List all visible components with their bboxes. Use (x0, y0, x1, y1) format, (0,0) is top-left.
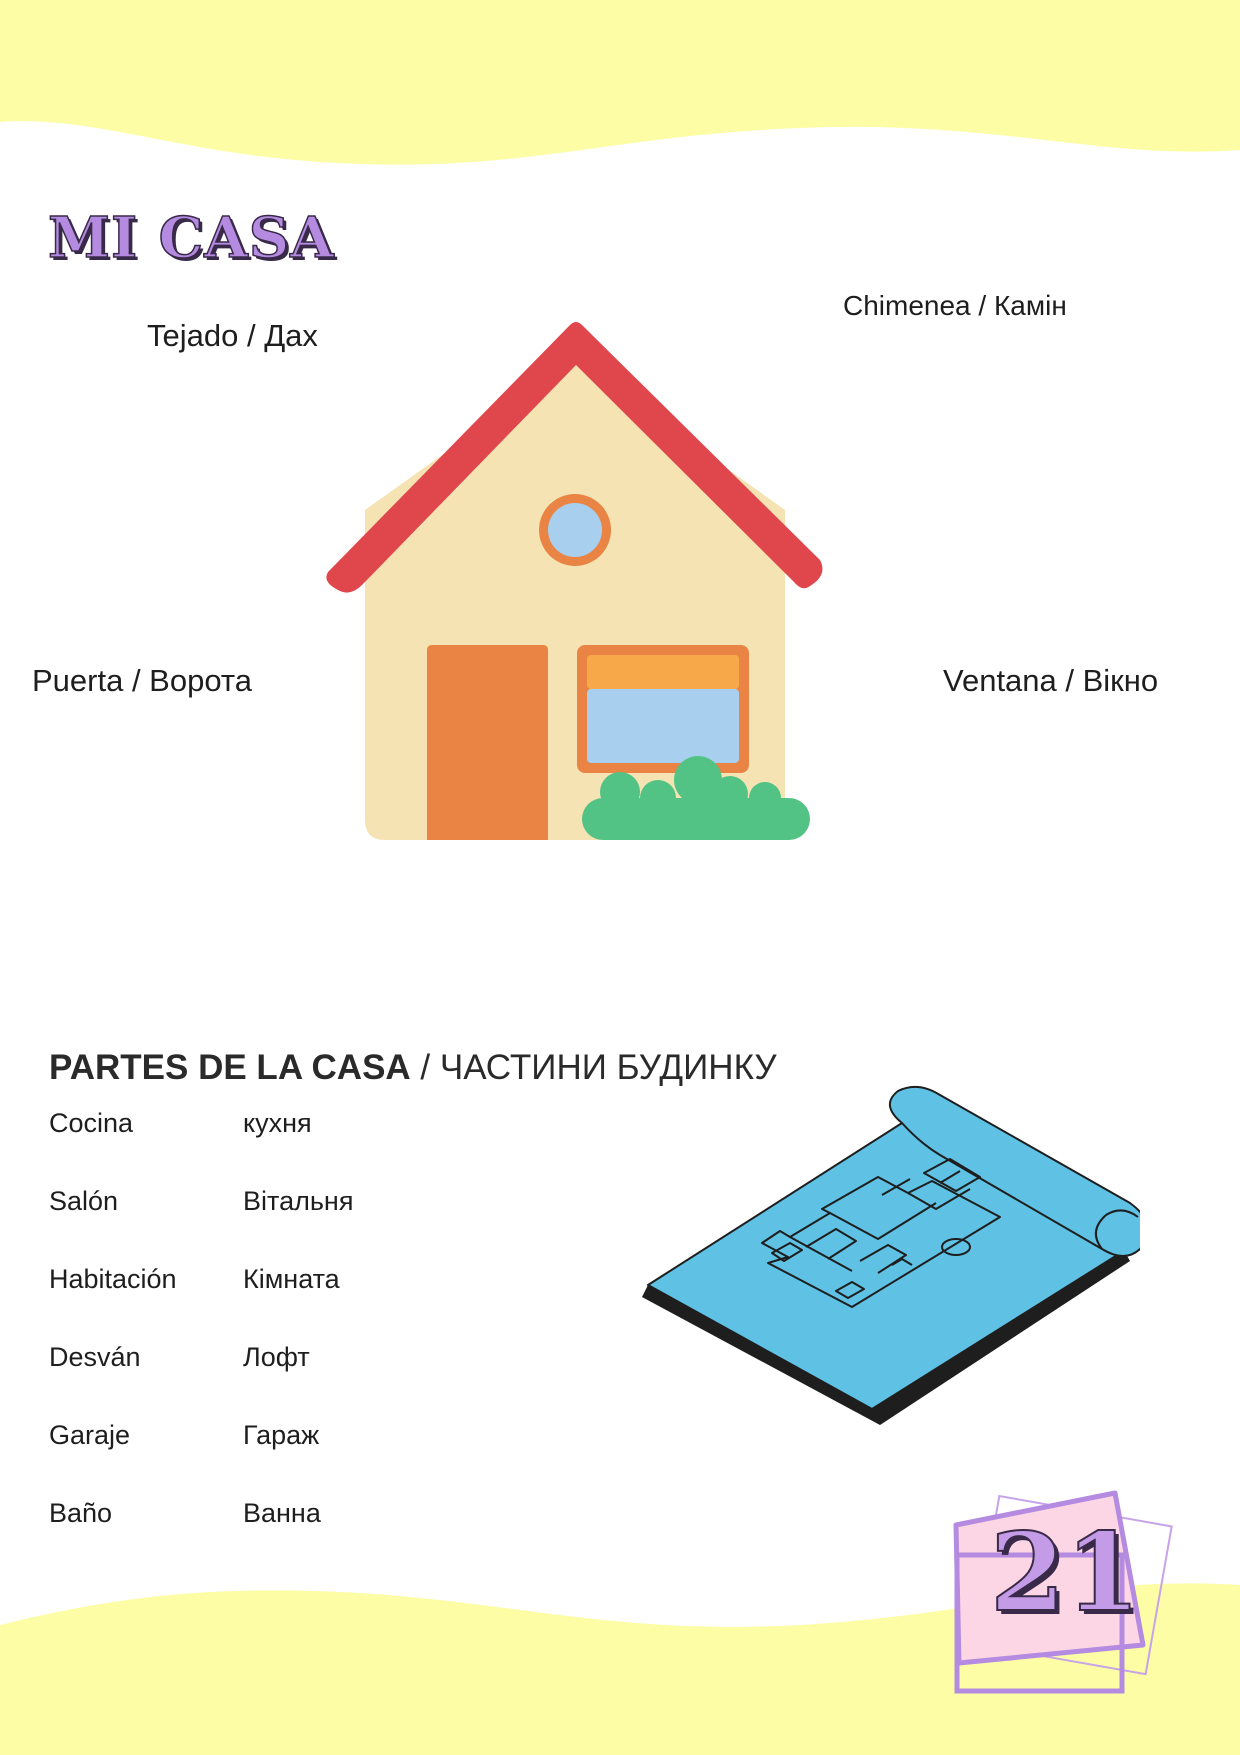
vocab-uk: Гараж (243, 1420, 320, 1450)
vocab-uk: Лофт (243, 1342, 310, 1372)
vocab-es: Salón (49, 1186, 119, 1216)
vocab-es: Habitación (49, 1264, 177, 1294)
door-label: Puerta / Ворота (32, 663, 252, 698)
section-title-separator: / (410, 1048, 440, 1087)
page-number: 21 (990, 1510, 1141, 1636)
square-window-glass (587, 689, 739, 763)
round-window-glass (548, 503, 602, 557)
section-title (49, 1048, 777, 1088)
vocab-es: Desván (49, 1342, 141, 1372)
house-illustration (320, 310, 830, 850)
vocab-uk: кухня (243, 1108, 312, 1138)
vocab-es: Cocina (49, 1108, 134, 1138)
vocab-uk: Ванна (243, 1498, 321, 1528)
vocab-uk: Кімната (243, 1264, 340, 1294)
page-title: MI CASA (48, 205, 335, 271)
section-title-es: PARTES DE LA CASA (49, 1048, 411, 1087)
square-window-blind (587, 655, 739, 689)
vocab-es: Baño (49, 1498, 113, 1528)
roof-label: Tejado / Дах (147, 318, 318, 353)
vocab-es: Garaje (49, 1420, 131, 1450)
window-label: Ventana / Вікно (943, 663, 1159, 698)
section-title-uk: ЧАСТИНИ БУДИНКУ (439, 1048, 777, 1087)
blueprint-illustration (640, 1085, 1140, 1430)
house-door (427, 645, 548, 840)
chimney-label: Chimenea / Камін (843, 290, 1067, 321)
top-wave-decoration (0, 0, 1240, 180)
vocab-uk: Вітальня (243, 1186, 354, 1216)
